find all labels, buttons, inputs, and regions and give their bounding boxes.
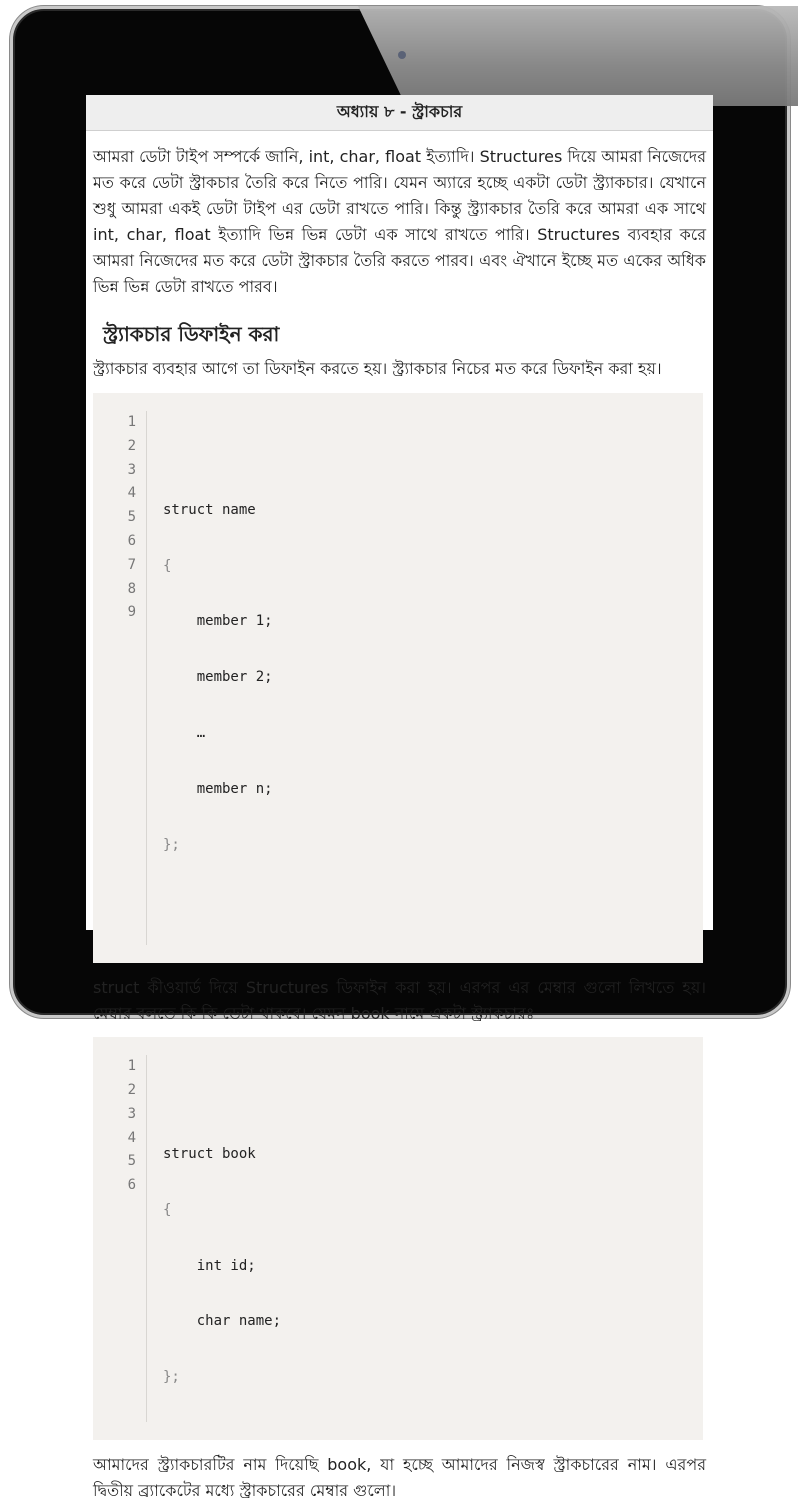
line-number: 6 xyxy=(127,532,136,549)
code-line: struct name xyxy=(163,501,256,518)
code-line: }; xyxy=(163,836,180,853)
code-line xyxy=(163,443,273,467)
code-line: char name; xyxy=(163,1313,282,1330)
line-number: 8 xyxy=(127,580,136,597)
line-number: 7 xyxy=(127,556,136,573)
line-number: 2 xyxy=(127,437,136,454)
code-line xyxy=(163,889,273,913)
app-screen[interactable] xyxy=(86,95,713,1500)
code-lines xyxy=(147,1055,281,1422)
line-number: 9 xyxy=(127,604,136,621)
line-number: 5 xyxy=(127,509,136,526)
line-number: 3 xyxy=(127,1105,136,1122)
line-number: 1 xyxy=(127,1058,136,1075)
code-block-struct-book[interactable] xyxy=(93,1037,703,1440)
closing-paragraph: আমাদের স্ট্র্যাকচারটির নাম দিয়েছি book, যা হচ্ছে আমাদের নিজস্ব স্ট্রাকচারের নাম। এরপর দ্বিতীয় ব্র্যাকেটের মধ্যে স্ট্রাকচারের মেম্বার গুলো। xyxy=(93,1454,706,1500)
code-line: … xyxy=(163,724,206,741)
code-lines xyxy=(147,411,273,945)
chapter-title-bar xyxy=(86,95,713,131)
define-paragraph: স্ট্র্যাকচার ব্যবহার আগে তা ডিফাইন করতে হয়। স্ট্র্যাকচার নিচের মত করে ডিফাইন করা হয়। xyxy=(93,359,662,378)
line-number-gutter xyxy=(93,1055,147,1422)
code-block-struct-name[interactable] xyxy=(93,393,703,963)
code-line: }; xyxy=(163,1369,180,1386)
struct-paragraph: struct কীওয়ার্ড দিয়ে Structures ডিফাইন করা হয়। এরপর এর মেম্বার গুলো লিখতে হয়। মেম্বার বলতে কি কি ডেটা থাকবে। যেমন book নামে একটা স্ট্র্যাকচারঃ xyxy=(93,978,706,1024)
line-number: 1 xyxy=(127,414,136,430)
line-number: 5 xyxy=(127,1153,136,1170)
camera-icon xyxy=(398,51,406,59)
code-line xyxy=(163,1087,281,1111)
line-number-gutter xyxy=(93,411,147,945)
line-number: 4 xyxy=(127,1129,136,1146)
code-line: int id; xyxy=(163,1257,256,1274)
line-number: 3 xyxy=(127,461,136,478)
code-line: member 1; xyxy=(163,613,273,630)
code-line: struct book xyxy=(163,1145,256,1162)
code-line: { xyxy=(163,557,172,574)
chapter-title: অধ্যায় ৮ - স্ট্রাকচার xyxy=(336,102,463,121)
bezel-glare xyxy=(358,6,798,106)
intro-paragraph: আমরা ডেটা টাইপ সম্পর্কে জানি, int, char, float ইত্যাদি। Structures দিয়ে আমরা নিজেদের মত করে ডেটা স্ট্রাকচার তৈরি করে নিতে পারি। যেমন অ্যারে হচ্ছে একটা ডেটা স্ট্র্যাকচার। যেখানে শুধু আমরা একই ডেটা টাইপ এর ডেটা রাখতে পারি। কিন্তু স্ট্র্যাকচার তৈরি করে আমরা এক সাথে int, char, float ইত্যাদি ভিন্ন ভিন্ন ডেটা এক সাথে রাখতে পারি। Structures ব্যবহার করে আমরা নিজেদের মত করে ডেটা স্ট্রাকচার তৈরি করতে পারব। এবং ঐখানে ইচ্ছে মত একের অধিক ভিন্ন ভিন্ন ডেটা রাখতে পারব। xyxy=(93,147,706,296)
code-line: member n; xyxy=(163,780,273,797)
code-line: member 2; xyxy=(163,669,273,686)
section-heading: স্ট্র্যাকচার ডিফাইন করা xyxy=(103,322,280,346)
article-body[interactable] xyxy=(86,144,713,1504)
line-number: 6 xyxy=(127,1177,136,1194)
code-line: { xyxy=(163,1201,172,1218)
line-number: 2 xyxy=(127,1081,136,1098)
line-number: 4 xyxy=(127,485,136,502)
